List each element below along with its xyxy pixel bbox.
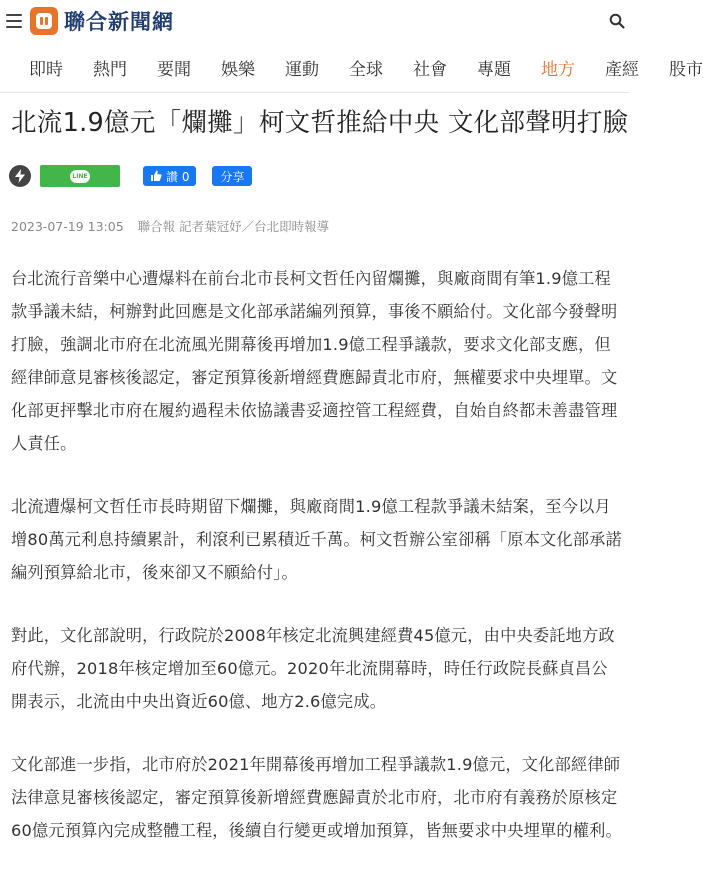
category-nav <box>0 42 703 93</box>
article-paragraph: 台北流行音樂中心遭爆料在前台北市長柯文哲任內留爛攤，與廠商間有筆1.9億工程款爭議未結，柯辦對此回應是文化部承諾編列預算，事後不願給付。文化部今發聲明打臉，強調北市府在北流風光開幕後再增加1.9億工程爭議款，要求文化部支應，但經律師意見審核後認定，審定預算後新增經費應歸責北市府，無權要求中央埋單。文化部更抨擊北市府在履約過程未依協議書妥適控管工程經費，自始自終都未善盡管理人責任。 <box>11 269 618 453</box>
facebook-share-button[interactable]: 分享 <box>212 166 252 186</box>
line-share-button[interactable] <box>40 165 120 187</box>
article-meta <box>11 217 329 235</box>
nav-item-sports[interactable]: 運動 <box>285 59 319 80</box>
nav-item-stocks[interactable]: 股市 <box>669 59 703 80</box>
article-headline: 北流1.9億元「爛攤」柯文哲推給中央 文化部聲明打臉 <box>11 108 629 138</box>
nav-item-local[interactable]: 地方 <box>541 59 575 80</box>
byline: 聯合報 記者葉冠妤／台北即時報導 <box>137 219 330 234</box>
site-logo-text[interactable]: 聯合新聞網 <box>64 10 174 34</box>
nav-item-global[interactable]: 全球 <box>349 59 383 80</box>
nav-item-society[interactable]: 社會 <box>413 59 447 80</box>
hamburger-menu-icon[interactable] <box>6 14 22 28</box>
nav-item-headlines[interactable]: 要聞 <box>157 59 191 80</box>
nav-item-features[interactable]: 專題 <box>477 59 511 80</box>
line-icon: LINE <box>70 170 90 183</box>
facebook-like-button[interactable] <box>143 166 196 186</box>
thumbs-up-icon <box>150 170 162 182</box>
nav-item-business[interactable]: 產經 <box>605 59 639 80</box>
nav-item-entertainment[interactable]: 娛樂 <box>221 59 255 80</box>
article-paragraph: 北流遭爆柯文哲任市長時期留下爛攤，與廠商間1.9億工程款爭議未結案，至今以月增80萬元利息持續累計，利滾利已累積近千萬。柯文哲辦公室卻稱「原本文化部承諾編列預算給北市，後來卻又不願給付」。 <box>11 497 622 582</box>
article-paragraph: 對此，文化部說明，行政院於2008年核定北流興建經費45億元，由中央委託地方政府代辦，2018年核定增加至60億元。2020年北流開幕時，時任行政院長蘇貞昌公開表示，北流由中央出資近60億、地方2.6億完成。 <box>11 626 615 711</box>
article-body <box>11 262 623 877</box>
share-toolbar <box>9 165 252 187</box>
article-paragraph: 文化部進一步指，北市府於2021年開幕後再增加工程爭議款1.9億元，文化部經律師法律意見審核後認定，審定預算後新增經費應歸責於北市府，北市府有義務於原核定60億元預算內完成整體工程，後續自行變更或增加預算，皆無要求中央埋單的權利。 <box>11 755 622 840</box>
udn-logo-icon[interactable] <box>30 7 58 35</box>
top-bar <box>0 0 629 42</box>
search-icon[interactable] <box>609 13 625 29</box>
nav-item-popular[interactable]: 熱門 <box>93 59 127 80</box>
nav-item-realtime[interactable]: 即時 <box>29 59 63 80</box>
flash-icon[interactable] <box>9 165 31 187</box>
like-count-label: 讚 0 <box>166 169 190 184</box>
publish-date: 2023-07-19 13:05 <box>11 219 124 234</box>
